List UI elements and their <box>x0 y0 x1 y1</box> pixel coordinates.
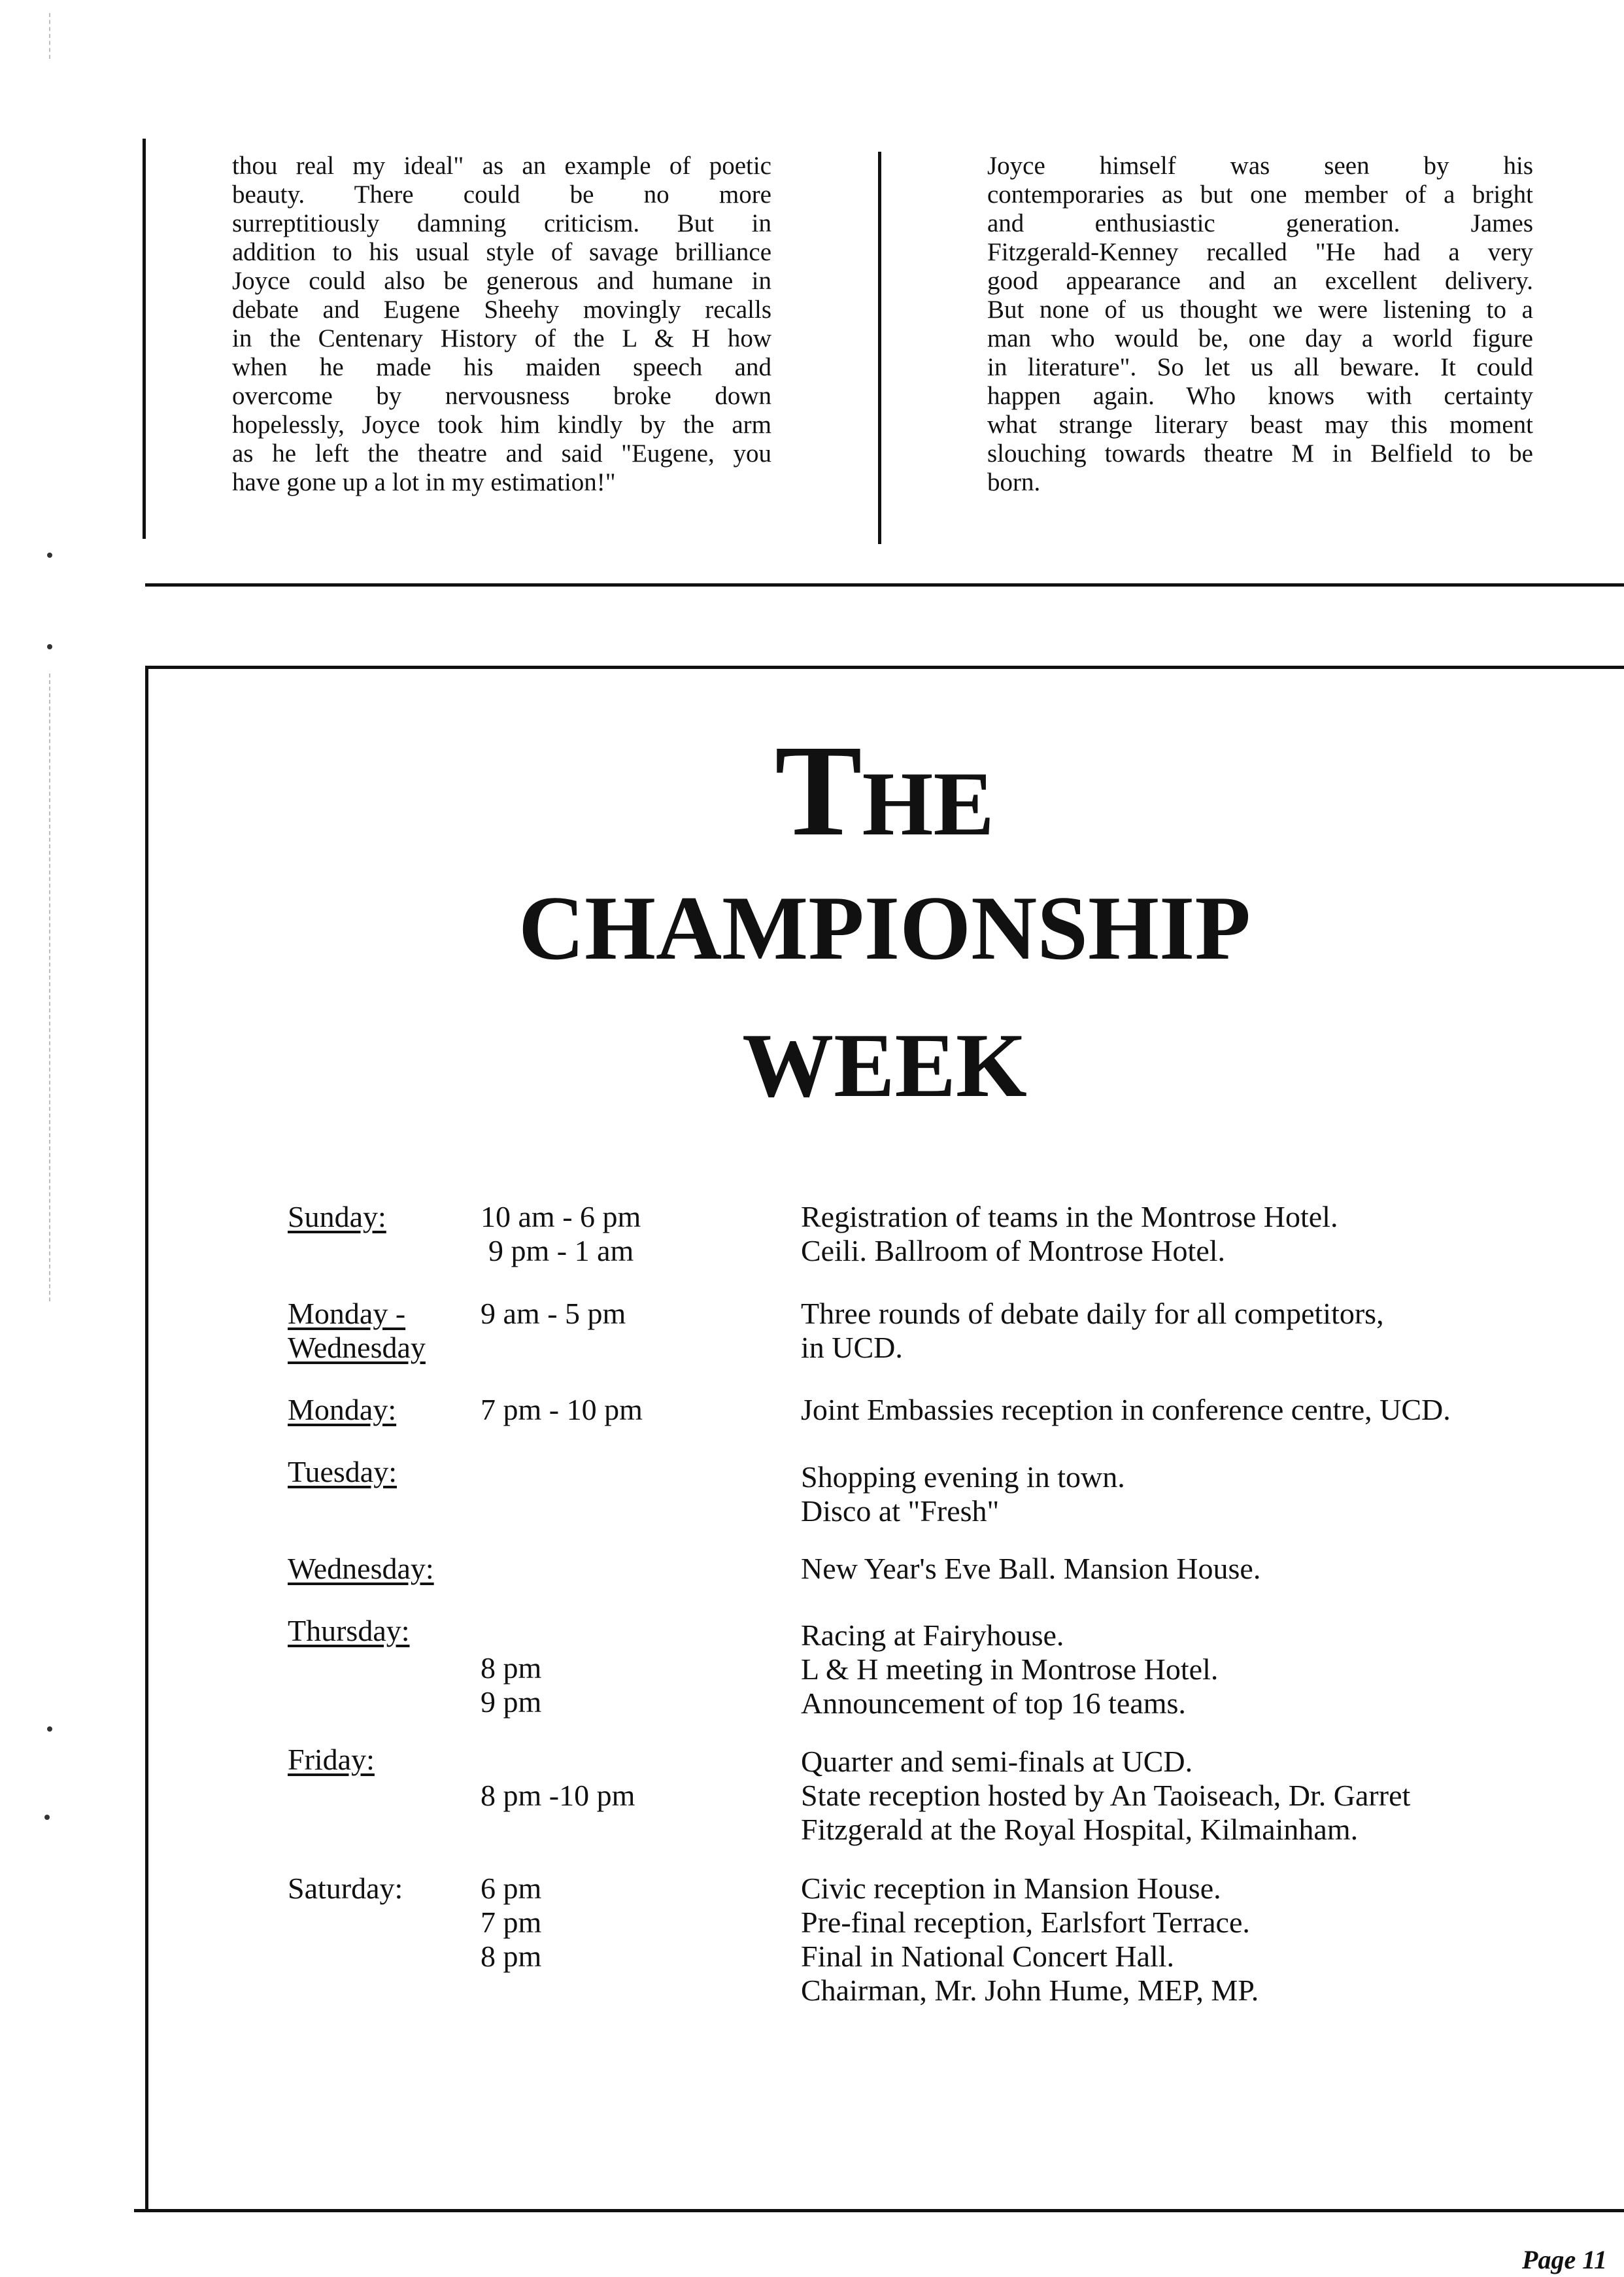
day-label: Friday: <box>288 1743 375 1776</box>
event-entry: in UCD. <box>801 1331 903 1364</box>
text-line: Joyce himself was seen by his <box>987 152 1533 180</box>
schedule-events <box>801 1872 1259 2008</box>
section-divider <box>145 583 1624 587</box>
scan-speck <box>44 1815 50 1820</box>
event-entry: New Year's Eve Ball. Mansion House. <box>801 1552 1261 1585</box>
event-entry: Racing at Fairyhouse. <box>801 1618 1064 1652</box>
text-line: when he made his maiden speech and <box>232 353 771 381</box>
day-label: Wednesday: <box>288 1552 434 1585</box>
schedule-events <box>801 1745 1410 1847</box>
text-line: in literature". So let us all beware. It could <box>987 353 1533 381</box>
text-line: man who would be, one day a world figure <box>987 324 1533 352</box>
event-entry: Three rounds of debate daily for all competitors, <box>801 1297 1384 1330</box>
text-line: beauty. There could be no more <box>232 180 771 209</box>
scan-speck <box>47 553 52 558</box>
event-entry: L & H meeting in Montrose Hotel. <box>801 1652 1219 1686</box>
text-line: and enthusiastic generation. James <box>987 209 1533 237</box>
title-text: WEEK <box>742 1015 1027 1116</box>
text-line: as he left the theatre and said "Eugene, you <box>232 439 771 468</box>
text-line: debate and Eugene Sheehy movingly recalls <box>232 296 771 324</box>
day-label: Monday: <box>288 1393 397 1426</box>
event-entry: Disco at "Fresh" <box>801 1494 1000 1528</box>
schedule-events <box>801 1460 1125 1528</box>
event-entry: Fitzgerald at the Royal Hospital, Kilmainham. <box>801 1813 1359 1846</box>
day-label: Thursday: <box>288 1614 410 1647</box>
day-label: Monday - <box>288 1297 406 1330</box>
schedule-times <box>481 1872 541 1974</box>
day-label: Sunday: <box>288 1200 386 1233</box>
title-text: THE <box>775 719 994 863</box>
event-entry: Joint Embassies reception in conference centre, UCD. <box>801 1393 1451 1426</box>
event-entry: Registration of teams in the Montrose Hotel. <box>801 1200 1338 1233</box>
time-entry: 8 pm <box>481 1651 542 1685</box>
schedule-day <box>288 1393 396 1427</box>
schedule-events <box>801 1618 1218 1721</box>
schedule-times <box>481 1297 626 1331</box>
text-line: But none of us thought we were listening to a <box>987 296 1533 324</box>
event-entry: Chairman, Mr. John Hume, MEP, MP. <box>801 1974 1259 2007</box>
time-entry: 10 am - 6 pm <box>481 1200 641 1233</box>
schedule-day <box>288 1552 434 1586</box>
event-entry: Quarter and semi-finals at UCD. <box>801 1745 1193 1778</box>
left-column-text <box>232 152 771 497</box>
box-top-border <box>145 666 1624 669</box>
time-entry: 8 pm -10 pm <box>481 1779 635 1812</box>
text-line: thou real my ideal" as an example of poetic <box>232 152 771 180</box>
title-line-the <box>145 719 1624 897</box>
text-line: born. <box>987 468 1041 496</box>
schedule-day <box>288 1614 410 1648</box>
day-label: Saturday: <box>288 1872 403 1905</box>
event-entry: Final in National Concert Hall. <box>801 1940 1175 1973</box>
time-entry: 9 pm <box>481 1685 542 1719</box>
time-entry: 9 pm - 1 am <box>488 1234 634 1267</box>
event-entry: Civic reception in Mansion House. <box>801 1872 1221 1905</box>
event-entry: Pre-final reception, Earlsfort Terrace. <box>801 1906 1250 1939</box>
schedule-day <box>288 1872 403 1906</box>
day-label: Tuesday: <box>288 1455 397 1488</box>
title-line-championship <box>145 876 1624 1008</box>
scan-speck <box>47 644 52 649</box>
schedule-day <box>288 1297 426 1365</box>
schedule-day <box>288 1200 386 1234</box>
scan-speck <box>47 1726 52 1732</box>
scan-edge-line <box>49 13 50 59</box>
text-line: surreptitiously damning criticism. But in <box>232 209 771 237</box>
schedule-times <box>481 1393 643 1427</box>
middle-column-rule <box>878 152 881 544</box>
schedule-events <box>801 1297 1384 1365</box>
text-line: Joyce could also be generous and humane in <box>232 267 771 295</box>
text-line: happen again. Who knows with certainty <box>987 382 1533 410</box>
day-label: Wednesday <box>288 1331 426 1364</box>
event-entry: State reception hosted by An Taoiseach, Dr. Garret <box>801 1779 1411 1812</box>
schedule-events <box>801 1200 1338 1268</box>
time-entry: 7 pm <box>481 1906 542 1939</box>
text-line: overcome by nervousness broke down <box>232 382 771 410</box>
left-column-rule <box>143 139 146 539</box>
schedule-day <box>288 1743 375 1777</box>
event-entry: Shopping evening in town. <box>801 1460 1125 1494</box>
schedule-day <box>288 1455 397 1489</box>
time-entry: 6 pm <box>481 1872 542 1905</box>
schedule-events <box>801 1552 1260 1586</box>
page-number: Page 11 <box>1522 2245 1607 2274</box>
text-line: what strange literary beast may this moment <box>987 411 1533 439</box>
event-entry: Ceili. Ballroom of Montrose Hotel. <box>801 1234 1226 1267</box>
title-text: CHAMPIONSHIP <box>518 878 1251 979</box>
right-column-text <box>987 152 1533 497</box>
box-bottom-border <box>134 2209 1624 2212</box>
title-line-week <box>145 1014 1624 1146</box>
text-line: addition to his usual style of savage brilliance <box>232 238 771 266</box>
schedule-times <box>481 1200 641 1268</box>
scan-edge-line <box>49 674 50 1301</box>
text-line: good appearance and an excellent delivery. <box>987 267 1533 295</box>
text-line: hopelessly, Joyce took him kindly by the arm <box>232 411 771 439</box>
time-entry: 9 am - 5 pm <box>481 1297 626 1330</box>
schedule-times <box>481 1779 635 1813</box>
schedule-events <box>801 1393 1451 1427</box>
text-line: contemporaries as but one member of a bright <box>987 180 1533 209</box>
text-line: Fitzgerald-Kenney recalled "He had a very <box>987 238 1533 266</box>
text-line: slouching towards theatre M in Belfield to be <box>987 439 1533 468</box>
time-entry: 7 pm - 10 pm <box>481 1393 643 1426</box>
event-entry: Announcement of top 16 teams. <box>801 1686 1186 1720</box>
time-entry: 8 pm <box>481 1940 542 1973</box>
text-line: have gone up a lot in my estimation!" <box>232 468 616 496</box>
text-line: in the Centenary History of the L & H how <box>232 324 771 352</box>
schedule-times <box>481 1651 541 1719</box>
